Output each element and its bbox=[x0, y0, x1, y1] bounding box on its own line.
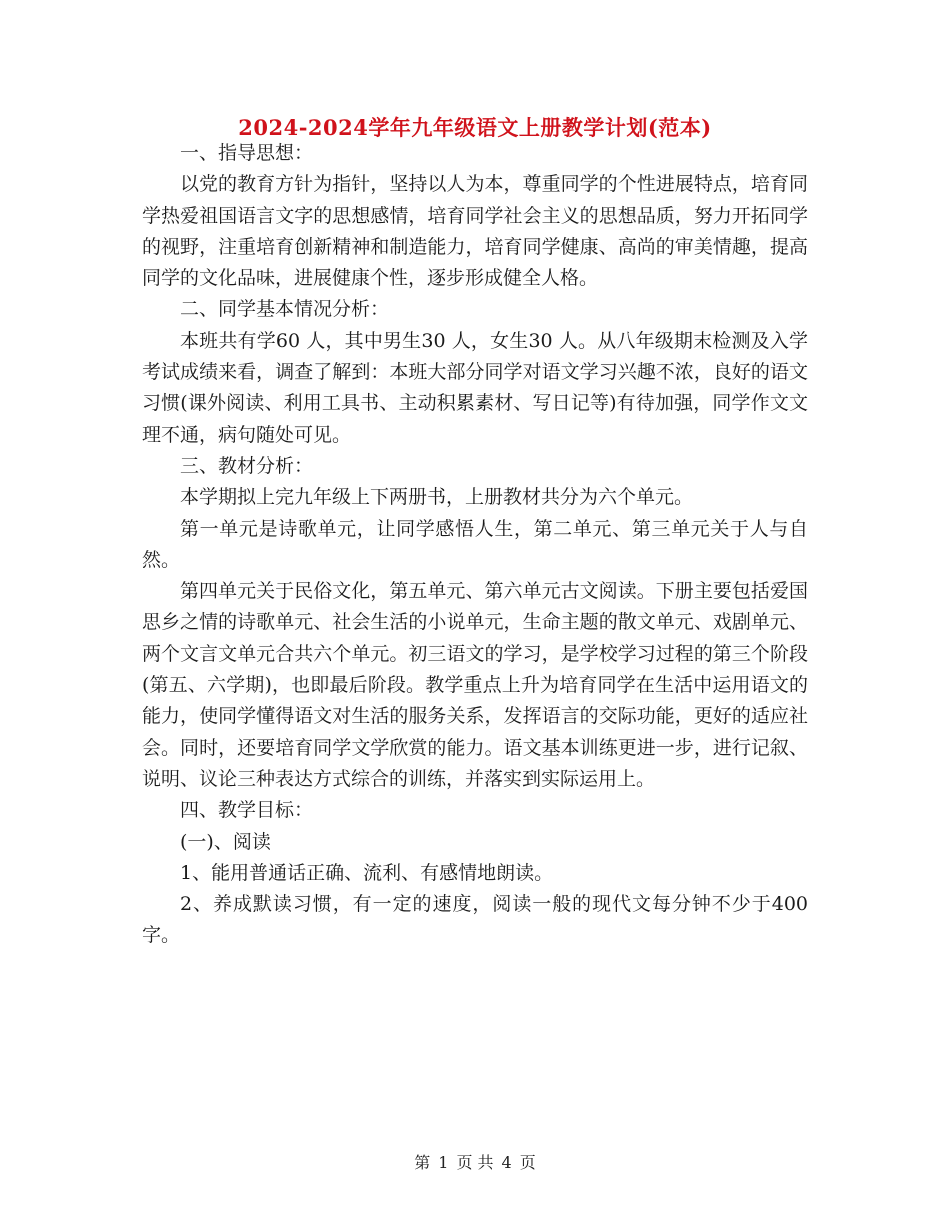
section-heading-student-analysis: 二、同学基本情况分析： bbox=[180, 298, 390, 321]
footer-page-number: 1 bbox=[438, 1153, 449, 1172]
paragraph-unit-four: 第四单元关于民俗文化，第五单元、第六单元古文阅读。下册主要包括爱国思乡之情的诗歌单元、社会生活的小说单元，生命主题的散文单元、戏剧单元、两个文言文单元合共六个单元。初三语文的学习，是学校学习过程的第三个阶段(第五、六学期)，也即最后阶段。教学重点上升为培育同学在生活中运用语文的能力，使同学懂得语文对生活的服务关系，发挥语言的交际功能，更好的适应社会。同时，还要培育同学文学欣赏的能力。语文基本训练更进一步，进行记叙、说明、议论三种表达方式综合的训练，并落实到实际运用上。 bbox=[142, 580, 808, 790]
section-heading-textbook-analysis: 三、教材分析： bbox=[180, 454, 314, 477]
footer-suffix: 页 bbox=[519, 1153, 536, 1172]
document-title: 2024-2024学年九年级语文上册教学计划(范本) bbox=[238, 115, 712, 140]
paragraph-guiding-ideology: 以党的教育方针为指针，坚持以人为本，尊重同学的个性进展特点，培育同学热爱祖国语言文字的思想感情，培育同学社会主义的思想品质，努力开拓同学的视野，注重培育创新精神和制造能力，培育同学健康、高尚的审美情趣，提高同学的文化品味，进展健康个性，逐步形成健全人格。 bbox=[142, 173, 808, 290]
paragraph-textbook-plan: 本学期拟上完九年级上下两册书，上册教材共分为六个单元。 bbox=[180, 486, 694, 509]
footer-middle: 页 共 bbox=[456, 1153, 494, 1172]
section-heading-teaching-goals: 四、教学目标： bbox=[180, 799, 314, 822]
footer-total-pages: 4 bbox=[501, 1153, 512, 1172]
page-footer bbox=[0, 1150, 950, 1173]
paragraph-student-analysis: 本班共有学60 人，其中男生30 人，女生30 人。从八年级期末检测及入学考试成绩来看，调查了解到：本班大部分同学对语文学习兴趣不浓，良好的语文习惯(课外阅读、利用工具书、主动积累素材、写日记等)有待加强，同学作文文理不通，病句随处可见。 bbox=[142, 329, 808, 446]
list-item-reading-2: 2、养成默读习惯，有一定的速度，阅读一般的现代文每分钟不少于400字。 bbox=[142, 893, 808, 947]
subheading-reading: (一)、阅读 bbox=[180, 830, 271, 853]
document-body bbox=[142, 138, 808, 952]
section-heading-guiding-ideology: 一、指导思想： bbox=[180, 142, 314, 164]
paragraph-unit-one: 第一单元是诗歌单元，让同学感悟人生，第二单元、第三单元关于人与自然。 bbox=[142, 517, 808, 571]
footer-prefix: 第 bbox=[414, 1153, 431, 1172]
list-item-reading-1: 1、能用普通话正确、流利、有感情地朗读。 bbox=[180, 861, 554, 884]
